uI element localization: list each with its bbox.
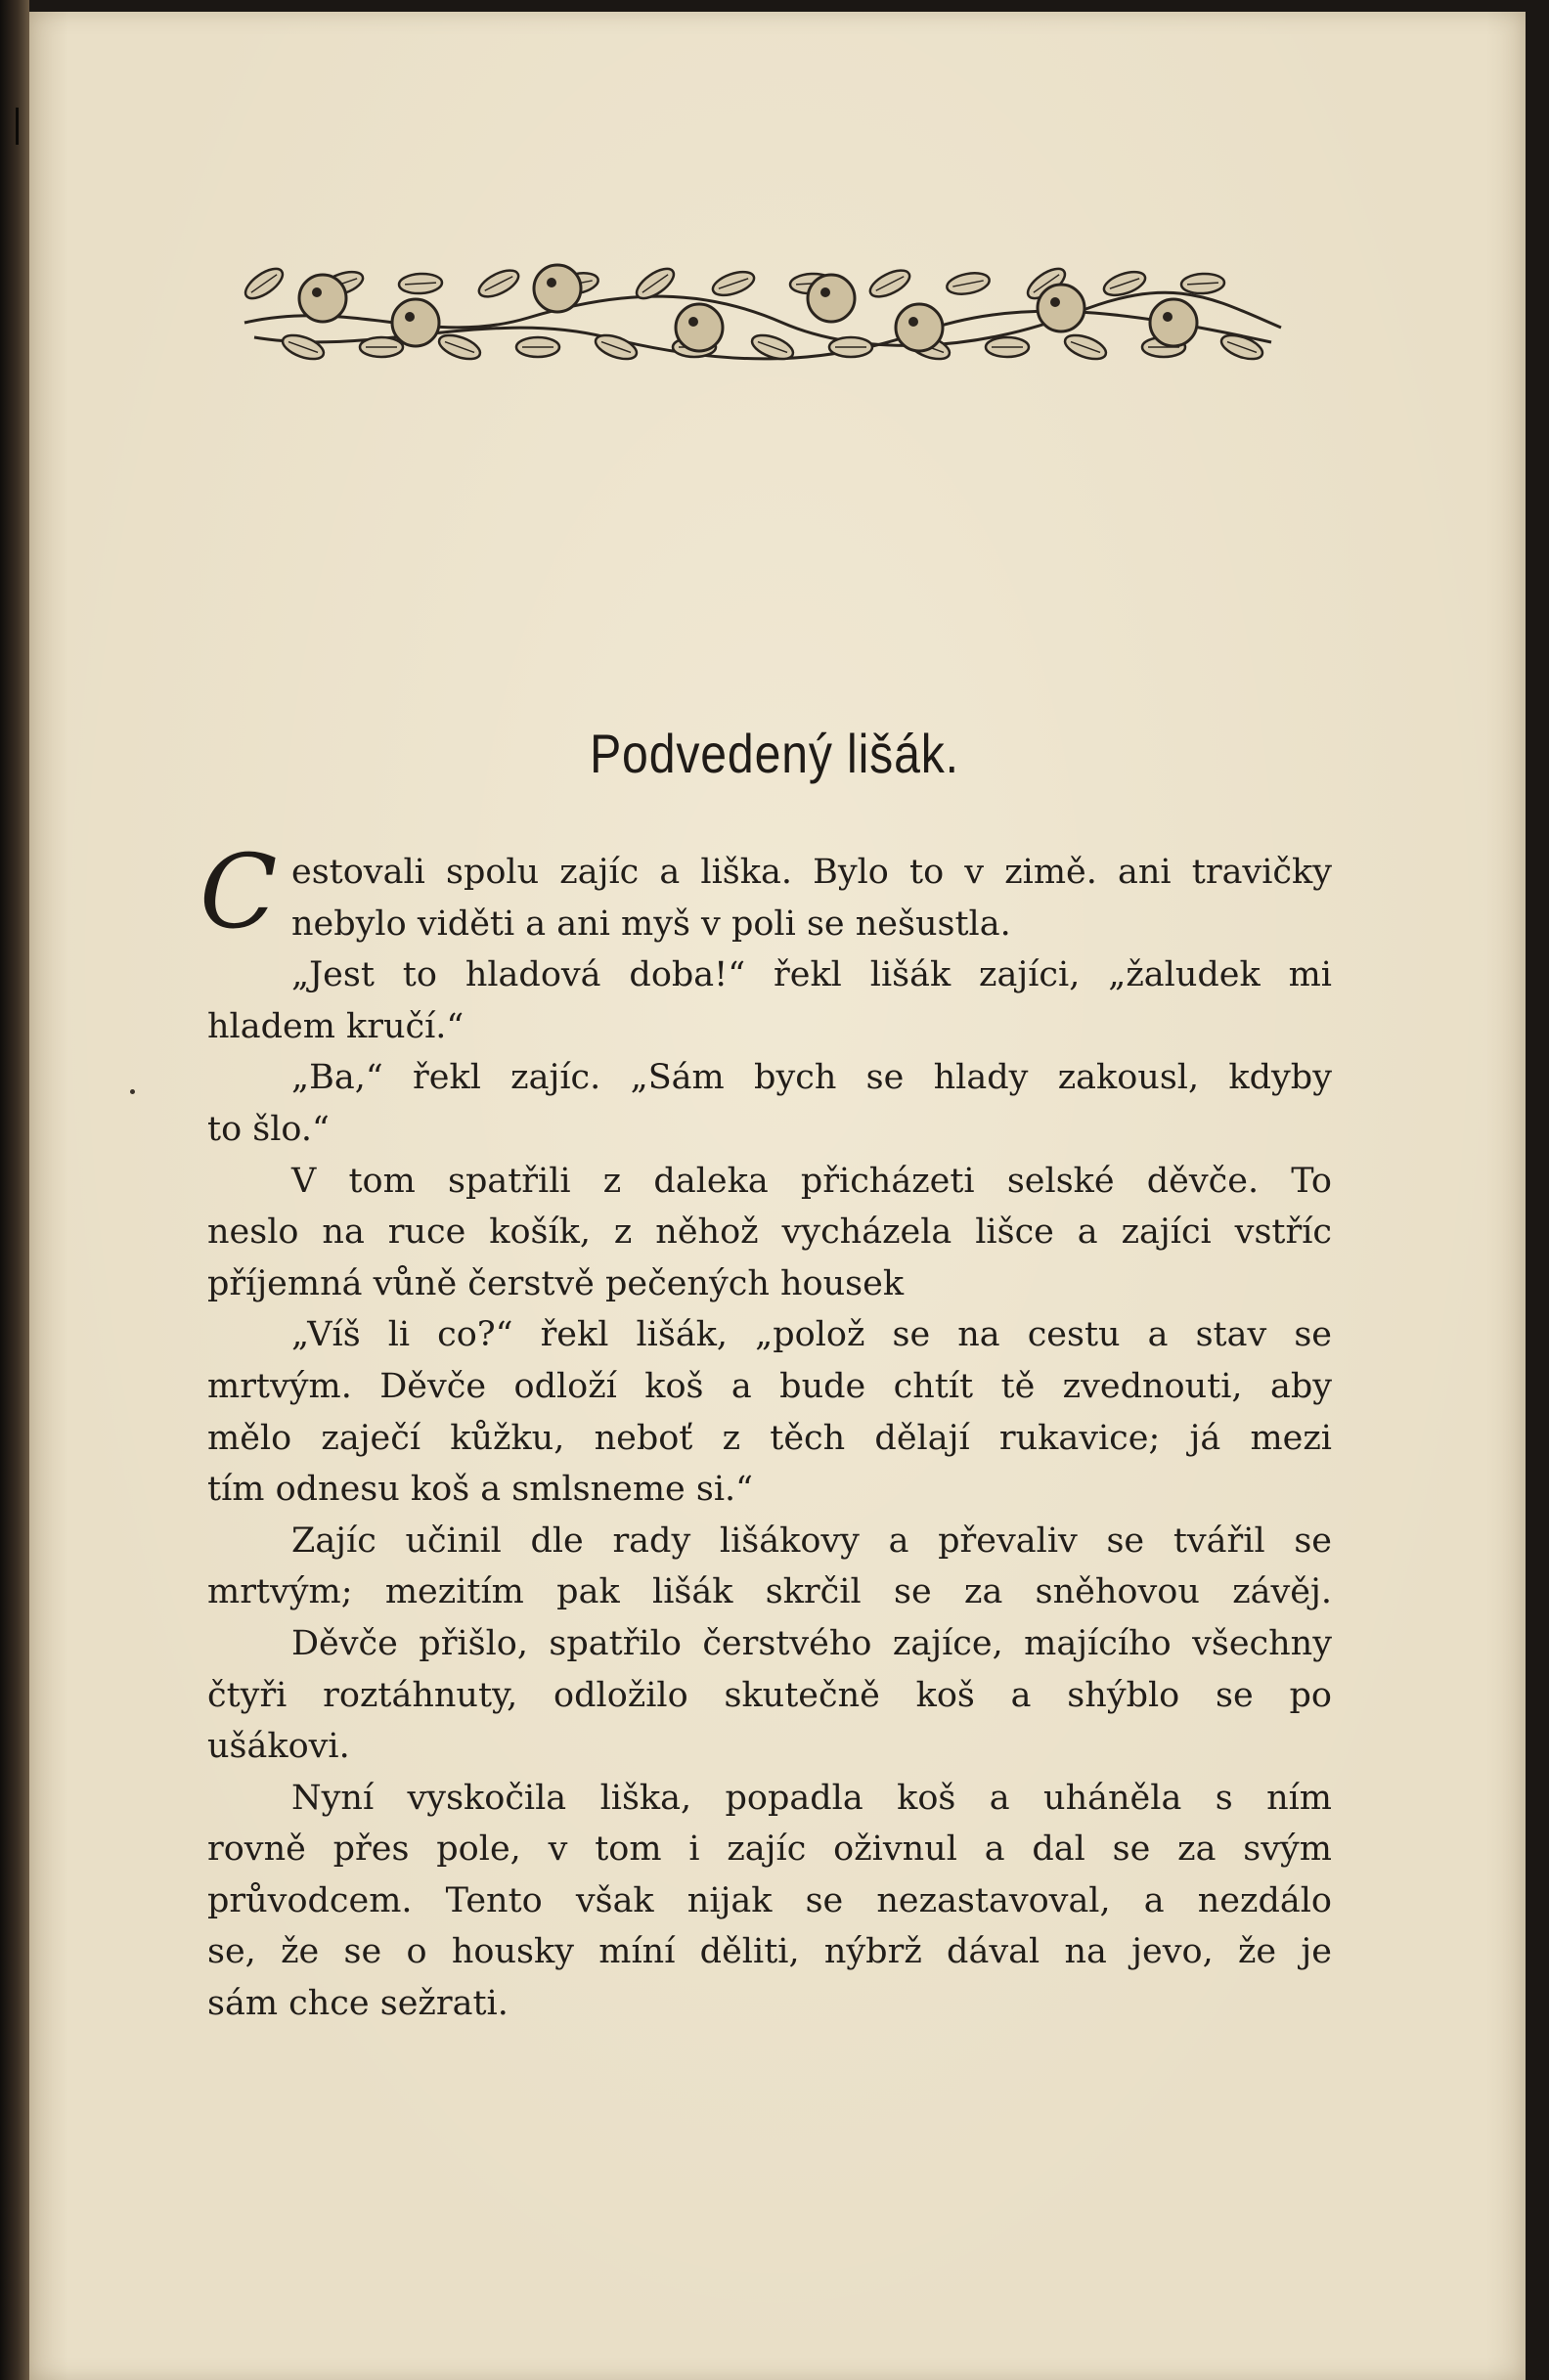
garland-fruit-spot (312, 287, 322, 297)
text-line: Zajíc učinil dle rady lišákovy a převaliv se tvářil se (291, 1521, 1332, 1561)
garland-fruit-spot (820, 287, 830, 297)
text-line: příjemná vůně čerstvě pečených housek (207, 1263, 905, 1303)
garland-fruit (1150, 299, 1197, 346)
text-line: sám chce sežrati. (207, 1984, 509, 2024)
chapter-title: Podvedený lišák. (590, 723, 959, 784)
text-line: Nyní vyskočila liška, popadla koš a uháněla s ním (291, 1778, 1332, 1818)
garland-fruit-spot (908, 317, 918, 327)
garland-fruit-spot (1163, 312, 1173, 322)
text-line: V tom spatřili z daleka přicházeti selské děvče. To (291, 1161, 1332, 1201)
fruit-leaf-garland-ornament-icon (235, 230, 1291, 376)
text-line: ušákovi. (207, 1727, 350, 1767)
text-line: neslo na ruce košík, z něhož vycházela lišce a zajíci vstříc (207, 1212, 1332, 1253)
text-line: „Víš li co?“ řekl lišák, „polož se na cestu a stav se (291, 1315, 1332, 1355)
garland-fruit-spot (405, 312, 415, 322)
text-line: čtyři roztáhnuty, odložilo skutečně koš a shýblo se po (207, 1675, 1332, 1715)
garland-fruit (808, 275, 855, 322)
chapter-text (199, 832, 1332, 2030)
stray-ink-dot (130, 1089, 135, 1094)
text-line: „Jest to hladová doba!“ řekl lišák zajíci, „žaludek mi (291, 955, 1332, 995)
text-line: Děvče přišlo, spatřilo čerstvého zajíce, majícího všechny (291, 1623, 1332, 1663)
text-line: estovali spolu zajíc a liška. Bylo to v zimě. ani travičky (291, 853, 1332, 892)
garland-fruit (896, 304, 943, 351)
drop-cap: C (199, 832, 278, 951)
garland-fruit (534, 265, 581, 312)
text-line: to šlo.“ (207, 1109, 330, 1149)
text-line: rovně přes pole, v tom i zajíc oživnul a dal se za svým (207, 1829, 1332, 1870)
text-line: hladem kručí.“ (207, 1006, 465, 1046)
text-line: nebylo viděti a ani myš v poli se nešustla. (291, 904, 1011, 944)
text-line: „Ba,“ řekl zajíc. „Sám bych se hlady zakousl, kdyby (291, 1058, 1332, 1098)
text-line: tím odnesu koš a smlsneme si.“ (207, 1470, 754, 1510)
text-line: mrtvým; mezitím pak lišák skrčil se za sněhovou závěj. (207, 1572, 1332, 1612)
garland-fruit (1038, 285, 1084, 331)
garland-fruit (676, 304, 723, 351)
garland-fruit-spot (688, 317, 698, 327)
text-line: mělo zaječí kůžku, neboť z těch dělají rukavice; já mezi (207, 1418, 1332, 1458)
garland-fruit (392, 299, 439, 346)
text-line: průvodcem. Tento však nijak se nezastavoval, a nezdálo (207, 1880, 1332, 1920)
garland-fruit (299, 275, 346, 322)
garland-fruit-spot (1050, 297, 1060, 307)
garland-fruit-spot (547, 278, 556, 287)
text-line: mrtvým. Děvče odloží koš a bude chtít tě zvednouti, aby (207, 1366, 1332, 1406)
text-line: se, že se o housky míní děliti, nýbrž dával na jevo, že je (207, 1932, 1332, 1972)
spine-mark (16, 108, 19, 145)
book-spine-edge (0, 0, 29, 2380)
